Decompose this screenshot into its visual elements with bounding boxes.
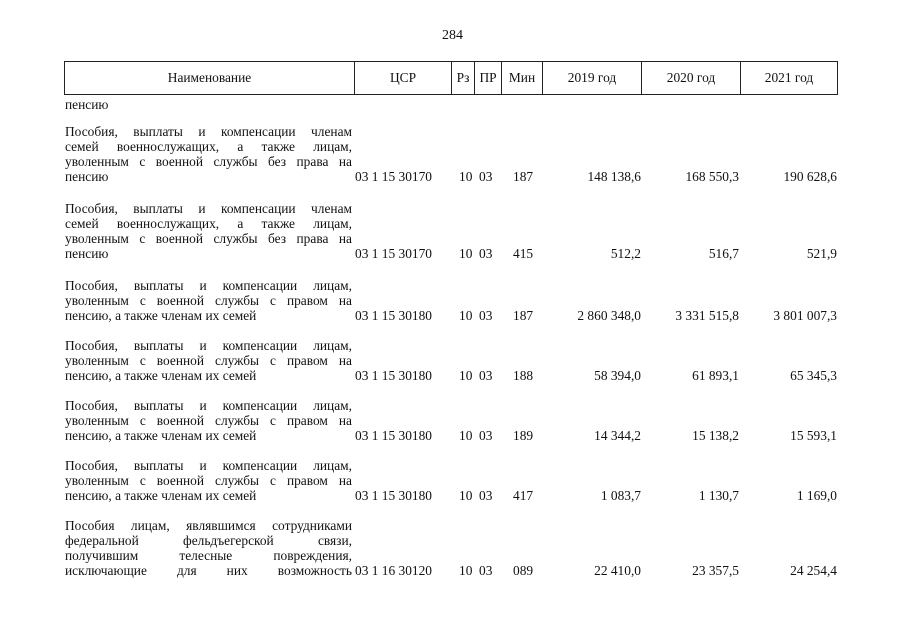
row-name: [65, 278, 352, 323]
row-name-line: уволенным с военной службы без права на: [65, 231, 352, 246]
row-rz: 10: [459, 488, 473, 503]
header-pr: ПР: [475, 62, 502, 94]
row-rz: 10: [459, 563, 473, 578]
row-name-line: пенсию, а также членам их семей: [65, 488, 257, 503]
row-2019: 1 083,7: [600, 488, 641, 503]
row-name-line: Пособия, выплаты и компенсации лицам,: [65, 398, 352, 413]
header-min: Мин: [502, 62, 543, 94]
row-csr: 03 1 15 30180: [355, 428, 432, 443]
row-2020: 3 331 515,8: [675, 308, 739, 323]
row-2019: 22 410,0: [594, 563, 641, 578]
continuation-text: пенсию: [65, 97, 109, 112]
row-name-line: федеральной фельдъегерской связи,: [65, 533, 352, 548]
row-rz: 10: [459, 368, 473, 383]
row-2021: 521,9: [806, 246, 837, 261]
row-name-line: уволенным с военной службы с правом на: [65, 353, 352, 368]
row-name-line: пенсию, а также членам их семей: [65, 308, 257, 323]
row-name-line: Пособия, выплаты и компенсации лицам,: [65, 278, 352, 293]
row-name: [65, 458, 352, 503]
row-name: [65, 338, 352, 383]
row-pr: 03: [479, 428, 493, 443]
row-name-line: семей военнослужащих, а также лицам,: [65, 216, 352, 231]
row-name-line: уволенным с военной службы с правом на: [65, 413, 352, 428]
row-name: [65, 398, 352, 443]
row-2021: 65 345,3: [790, 368, 837, 383]
row-name-line: пенсию: [65, 246, 109, 261]
row-csr: 03 1 15 30170: [355, 246, 432, 261]
row-2020: 516,7: [708, 246, 739, 261]
row-name-line: Пособия, выплаты и компенсации членам: [65, 201, 352, 216]
row-name-line: Пособия лицам, являвшимся сотрудниками: [65, 518, 352, 533]
row-csr: 03 1 15 30180: [355, 368, 432, 383]
header-2020: 2020 год: [642, 62, 741, 94]
row-pr: 03: [479, 488, 493, 503]
row-name: [65, 124, 352, 184]
row-2020: 1 130,7: [698, 488, 739, 503]
row-min: 187: [513, 308, 534, 323]
row-min: 188: [513, 368, 534, 383]
row-2019: 14 344,2: [594, 428, 641, 443]
row-name-line: исключающие для них возможность: [65, 563, 352, 578]
row-csr: 03 1 15 30180: [355, 488, 432, 503]
row-pr: 03: [479, 308, 493, 323]
row-name-line: уволенным с военной службы с правом на: [65, 473, 352, 488]
row-pr: 03: [479, 368, 493, 383]
row-2021: 190 628,6: [783, 169, 837, 184]
row-2021: 15 593,1: [790, 428, 837, 443]
row-name-line: получившим телесные повреждения,: [65, 548, 352, 563]
row-name-line: Пособия, выплаты и компенсации членам: [65, 124, 352, 139]
row-2021: 1 169,0: [796, 488, 837, 503]
row-2021: 3 801 007,3: [773, 308, 837, 323]
row-pr: 03: [479, 169, 493, 184]
row-csr: 03 1 16 30120: [355, 563, 432, 578]
row-2020: 15 138,2: [692, 428, 739, 443]
row-min: 189: [513, 428, 534, 443]
row-name: [65, 518, 352, 578]
header-name: Наименование: [65, 62, 355, 94]
row-name-line: пенсию, а также членам их семей: [65, 428, 257, 443]
row-csr: 03 1 15 30170: [355, 169, 432, 184]
row-name-line: пенсию, а также членам их семей: [65, 368, 257, 383]
row-csr: 03 1 15 30180: [355, 308, 432, 323]
header-2019: 2019 год: [543, 62, 642, 94]
row-name-line: Пособия, выплаты и компенсации лицам,: [65, 458, 352, 473]
row-name-line: семей военнослужащих, а также лицам,: [65, 139, 352, 154]
row-2019: 148 138,6: [587, 169, 641, 184]
row-2019: 2 860 348,0: [577, 308, 641, 323]
row-min: 417: [513, 488, 534, 503]
row-rz: 10: [459, 169, 473, 184]
row-pr: 03: [479, 246, 493, 261]
row-name-line: уволенным с военной службы без права на: [65, 154, 352, 169]
row-min: 089: [513, 563, 534, 578]
row-name-line: Пособия, выплаты и компенсации лицам,: [65, 338, 352, 353]
row-name-line: уволенным с военной службы с правом на: [65, 293, 352, 308]
row-name: [65, 201, 352, 261]
header-rz: Рз: [452, 62, 475, 94]
header-csr: ЦСР: [355, 62, 452, 94]
row-2020: 168 550,3: [685, 169, 739, 184]
row-rz: 10: [459, 308, 473, 323]
row-min: 415: [513, 246, 534, 261]
row-min: 187: [513, 169, 534, 184]
row-2020: 61 893,1: [692, 368, 739, 383]
row-2019: 58 394,0: [594, 368, 641, 383]
row-rz: 10: [459, 428, 473, 443]
table-header: [64, 61, 838, 95]
row-rz: 10: [459, 246, 473, 261]
row-2019: 512,2: [610, 246, 641, 261]
header-2021: 2021 год: [764, 70, 814, 85]
row-name-line: пенсию: [65, 169, 109, 184]
row-2021: 24 254,4: [790, 563, 837, 578]
page-number: 284: [442, 28, 463, 43]
row-pr: 03: [479, 563, 493, 578]
row-2020: 23 357,5: [692, 563, 739, 578]
